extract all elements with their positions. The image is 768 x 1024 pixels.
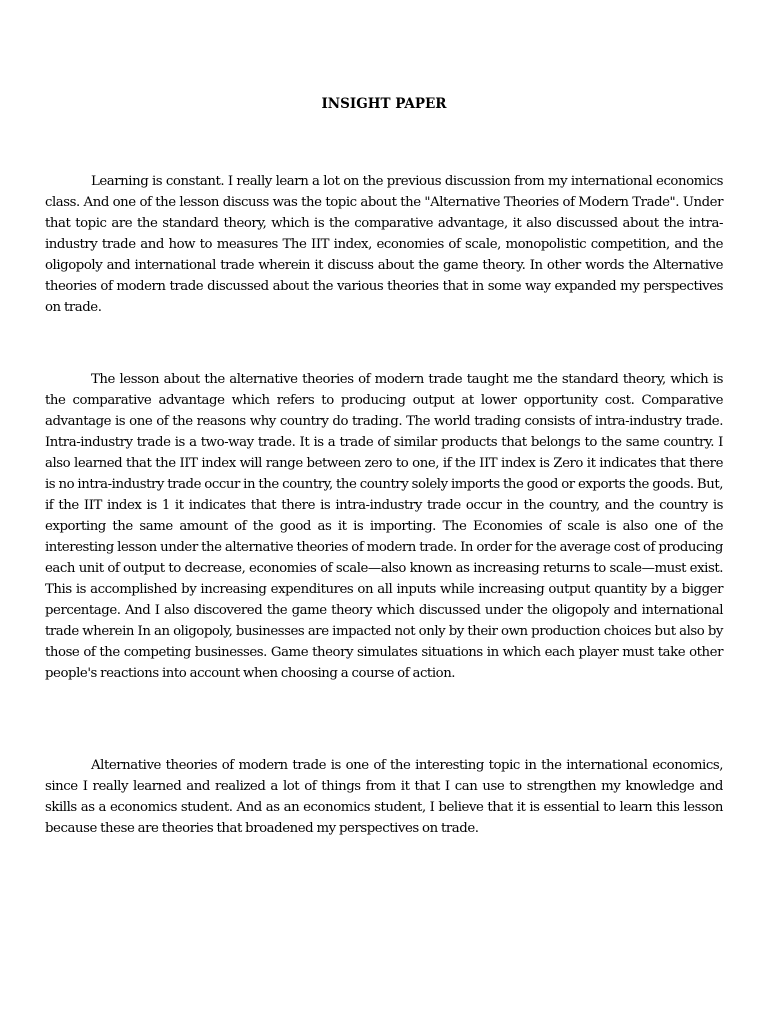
page-title: INSIGHT PAPER bbox=[321, 96, 447, 112]
paragraph-body: The lesson about the alternative theories of modern trade taught me the standard theory, which is the comparative advantage which refers to producing output at lower opportunity cost. Comparative advantage is one of the reasons why country do trading. The world trading consists of intra-industry trade. Intra-industry trade is a two-way trade. It is a trade of similar products that belongs to the same country. I also learned that the IIT index will range between zero to one, if the IIT index is Zero it indicates that there is no intra-industry trade occur in the country, the country solely imports the good or exports the goods. But, if the IIT index is 1 it indicates that there is intra-industry trade occur in the country, and the country is exporting the same amount of the good as it is importing. The Economies of scale is also one of the interesting lesson under the alternative theories of modern trade. In order for the average cost of producing each unit of output to decrease, economies of scale—also known as increasing returns to scale—must exist. This is accomplished by increasing expenditures on all inputs while increasing output quantity by a bigger percentage. And I also discovered the game theory which discussed under the oligopoly and international trade wherein In an oligopoly, businesses are impacted not only by their own production choices but also by those of the competing businesses. Game theory simulates situations in which each player must take other people's reactions into account when choosing a course of action. bbox=[45, 372, 723, 681]
paragraph-conclusion: Alternative theories of modern trade is one of the interesting topic in the international economics, since I really learned and realized a lot of things from it that I can use to strengthen my knowledge and skills as a economics student. And as an economics student, I believe that it is essential to learn this lesson because these are theories that broadened my perspectives on trade. bbox=[45, 758, 723, 836]
paragraph-introduction: Learning is constant. I really learn a lot on the previous discussion from my international economics class. And one of the lesson discuss was the topic about the "Alternative Theories of Modern Trade". Under that topic are the standard theory, which is the comparative advantage, it also discussed about the intra-industry trade and how to measures The IIT index, economies of scale, monopolistic competition, and the oligopoly and international trade wherein it discuss about the game theory. In other words the Alternative theories of modern trade discussed about the various theories that in some way expanded my perspectives on trade. bbox=[45, 174, 723, 315]
